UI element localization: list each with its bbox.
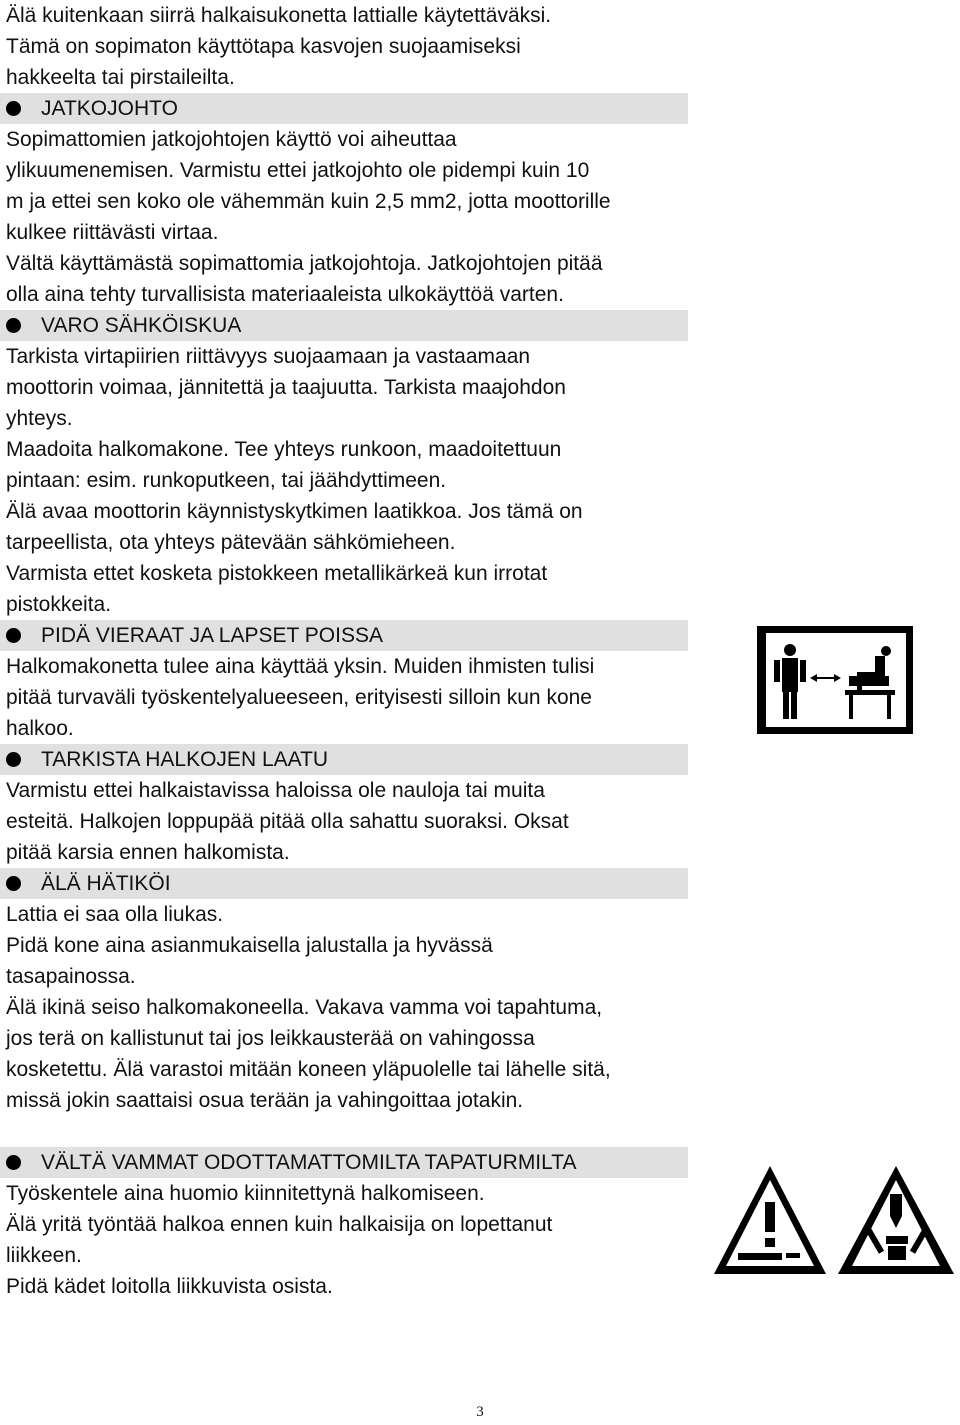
text-line: hakkeelta tai pirstaileilta. [6,66,235,89]
text-line: tarpeellista, ota yhteys pätevään sähkömieheen. [6,531,456,554]
section-heading-varo-sahkoiskua: VARO SÄHKÖISKUA [0,310,688,341]
section-body [6,899,688,1116]
bullet-icon [6,318,21,333]
bullet-icon [6,1155,21,1170]
section-body [6,775,688,868]
text-line: Lattia ei saa olla liukas. [6,903,224,926]
text-line: Halkomakonetta tulee aina käyttää yksin. Muiden ihmisten tulisi [6,655,595,678]
section-heading-valta-vammat: VÄLTÄ VAMMAT ODOTTAMATTOMILTA TAPATURMILTA [0,1147,688,1178]
text-line: esteitä. Halkojen loppupää pitää olla sahattu suoraksi. Oksat [6,810,569,833]
text-line: Varmistu ettei halkaistavissa haloissa ole nauloja tai muita [6,779,545,802]
bullet-icon [6,628,21,643]
text-line: Älä yritä työntää halkoa ennen kuin halkaisija on lopettanut [6,1213,553,1236]
section-heading-ala-hatikoi: ÄLÄ HÄTIKÖI [0,868,688,899]
text-line: Maadoita halkomakone. Tee yhteys runkoon, maadoitettuun [6,438,562,461]
text-line: Sopimattomien jatkojohtojen käyttö voi aiheuttaa [6,128,457,151]
text-line: pistokkeita. [6,593,112,616]
text-line: pitää karsia ennen halkomista. [6,841,290,864]
text-line: liikkeen. [6,1244,82,1267]
text-line: m ja ettei sen koko ole vähemmän kuin 2,5 mm2, jotta moottorille [6,190,611,213]
text-line: Vältä käyttämästä sopimattomia jatkojohtoja. Jatkojohtojen pitää [6,252,603,275]
bullet-icon [6,752,21,767]
text-line: Älä avaa moottorin käynnistyskytkimen laatikkoa. Jos tämä on [6,500,583,523]
section-body [6,124,688,310]
text-line: ylikuumenemisen. Varmistu ettei jatkojohto ole pidempi kuin 10 [6,159,590,182]
intro-paragraph [6,0,688,93]
text-line: moottorin voimaa, jännitettä ja taajuutta. Tarkista maajohdon [6,376,566,399]
text-line: jos terä on kallistunut tai jos leikkausterää on vahingossa [6,1027,535,1050]
text-line: kulkee riittävästi virtaa. [6,221,219,244]
text-line: missä jokin saattaisi osua terään ja vahingoittaa jotakin. [6,1089,524,1112]
text-line: halkoo. [6,717,74,740]
text-line: Pidä kädet loitolla liikkuvista osista. [6,1275,333,1298]
text-line: tasapainossa. [6,965,136,988]
text-line: kosketettu. Älä varastoi mitään koneen yläpuolelle tai lähelle sitä, [6,1058,611,1081]
section-heading-tarkista-halkojen-laatu: TARKISTA HALKOJEN LAATU [0,744,688,775]
text-line: Älä kuitenkaan siirrä halkaisukonetta lattialle käytettäväksi. [6,4,552,27]
spacer [6,1116,688,1147]
section-heading-pida-vieraat: PIDÄ VIERAAT JA LAPSET POISSA [0,620,688,651]
text-line: Älä ikinä seiso halkomakoneella. Vakava vamma voi tapahtuma, [6,996,603,1019]
section-body [6,651,688,744]
section-body [6,341,688,620]
text-line: Tarkista virtapiirien riittävyys suojaamaan ja vastaamaan [6,345,531,368]
section-body [6,1178,688,1302]
text-line: olla aina tehty turvallisista materiaaleista ulkokäyttöä varten. [6,283,564,306]
page-number: 3 [476,1404,484,1420]
text-line: pitää turvaväli työskentelyalueeseen, erityisesti silloin kun kone [6,686,592,709]
text-line: pintaan: esim. runkoputkeen, tai jäähdyttimeen. [6,469,447,492]
keep-distance-icon [757,626,913,734]
text-line: Varmista ettet kosketa pistokkeen metallikärkeä kun irrotat [6,562,548,585]
text-line: Työskentele aina huomio kiinnitettynä halkomiseen. [6,1182,485,1205]
bullet-icon [6,101,21,116]
hand-crush-warning-icon [712,1162,956,1280]
text-line: Tämä on sopimaton käyttötapa kasvojen suojaamiseksi [6,35,521,58]
text-line: Pidä kone aina asianmukaisella jalustalla ja hyvässä [6,934,493,957]
text-line: yhteys. [6,407,73,430]
bullet-icon [6,876,21,891]
document-text [6,0,688,1302]
section-heading-jatkojohto: JATKOJOHTO [0,93,688,124]
